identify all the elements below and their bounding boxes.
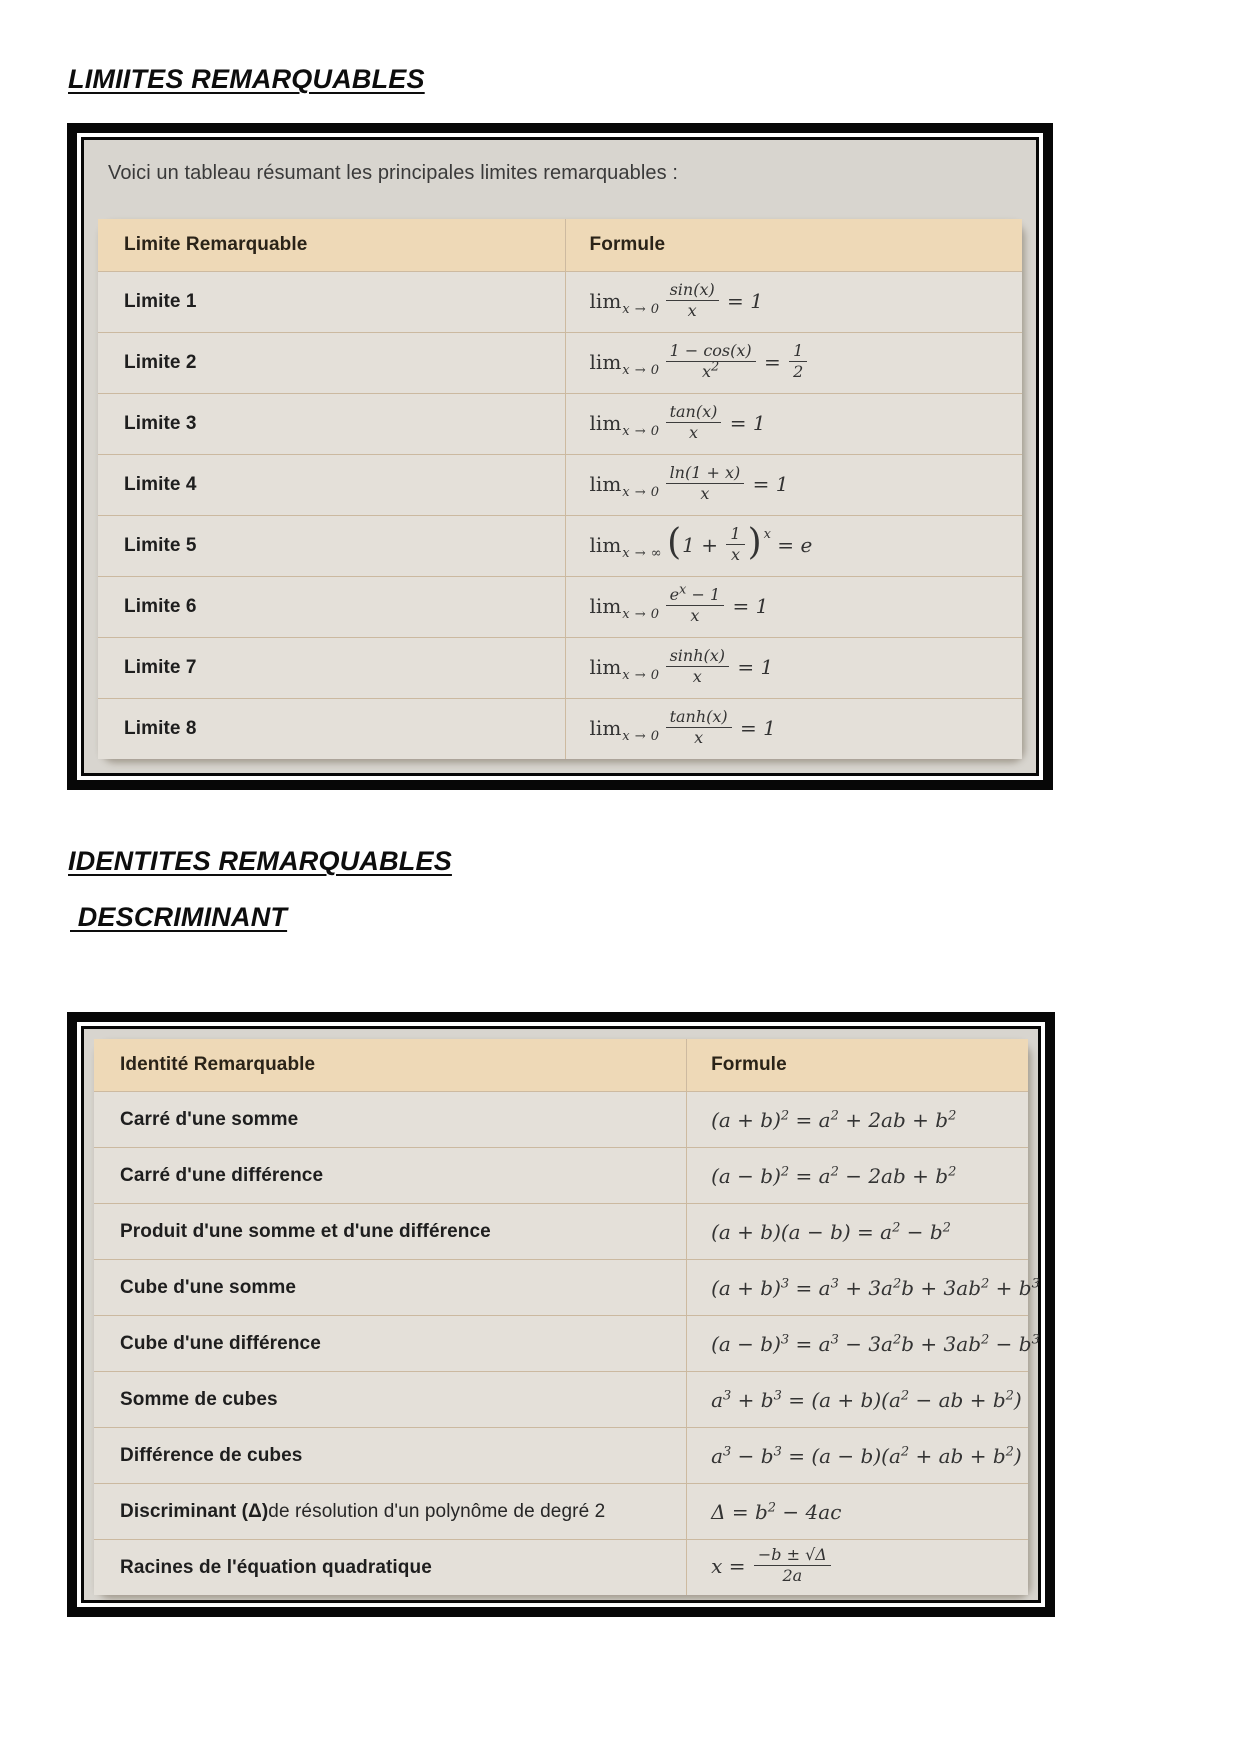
superscript: 2 xyxy=(780,1163,790,1179)
limit-formula: $\lim_{x \to 0}$ $\frac{\sinh(x)}{x}$ = 1 xyxy=(589,645,774,686)
column-header-label: Limite Remarquable xyxy=(124,234,308,255)
superscript: 2 xyxy=(892,1219,901,1235)
identity-formula: x = $\frac{-b \pm √\Delta}{2a}$ xyxy=(711,1548,833,1587)
row-formula-cell xyxy=(687,1428,1028,1483)
limit-name: Limite 8 xyxy=(124,718,197,739)
limit-formula: $\lim_{x \to \infty} (1$ + $\frac{1}{x}$ ) $^x$ = e xyxy=(589,522,813,564)
identity-formula: $(a + b)^3 = a^3 + 3a^2b + 3ab^2 + b^3$ xyxy=(711,1275,1040,1300)
table-row xyxy=(98,454,1022,515)
superscript: 2 xyxy=(948,1107,957,1123)
identities-table-body xyxy=(94,1092,1040,1595)
identities-column-header-formule xyxy=(687,1039,1028,1091)
superscript: 2 xyxy=(892,1331,902,1347)
superscript: 3 xyxy=(773,1443,782,1459)
lim-operator: lim xyxy=(589,532,622,557)
identity-name: Cube d'une somme xyxy=(120,1276,297,1298)
lim-operator: lim xyxy=(589,288,622,313)
fraction xyxy=(666,582,725,625)
superscript: 2 xyxy=(981,1275,990,1291)
limit-name: Limite 6 xyxy=(124,596,197,617)
fraction-denominator: x xyxy=(688,422,698,442)
lim-subscript: x → 0 xyxy=(622,484,660,500)
row-formula-cell xyxy=(687,1148,1028,1203)
superscript: 3 xyxy=(830,1331,839,1347)
lim-operator: lim xyxy=(589,715,622,740)
table-row xyxy=(94,1427,1028,1483)
fraction-numerator: −b ± √Δ xyxy=(754,1546,831,1566)
identity-name: Carré d'une différence xyxy=(120,1164,324,1186)
identity-formula: $\Delta = b^2 - 4ac$ xyxy=(711,1499,842,1524)
lim-operator: lim xyxy=(589,654,622,679)
row-label-cell xyxy=(94,1540,687,1595)
superscript: 3 xyxy=(1031,1331,1040,1347)
table-row xyxy=(98,576,1022,637)
limit-formula: $\lim_{x \to 0}$ $\frac{\ln(1 + x)}{x}$ = 1 xyxy=(589,462,789,503)
identity-name: Discriminant (Δ) xyxy=(120,1500,269,1522)
row-formula-cell xyxy=(687,1092,1028,1147)
superscript: 2 xyxy=(942,1219,951,1235)
superscript: 2 xyxy=(767,1499,777,1515)
identity-name: Cube d'une différence xyxy=(120,1332,321,1354)
fraction xyxy=(666,647,729,686)
identities-column-header-identite xyxy=(94,1039,687,1091)
fraction-denominator: $x^2$ xyxy=(701,359,720,381)
row-label-cell xyxy=(98,333,566,393)
table-row xyxy=(94,1539,1028,1595)
fraction xyxy=(666,403,722,442)
table-row xyxy=(94,1371,1028,1427)
table-row xyxy=(98,515,1022,576)
row-label-cell xyxy=(94,1484,687,1539)
limit-name: Limite 2 xyxy=(124,352,197,373)
row-label-cell xyxy=(98,272,566,332)
row-formula-cell xyxy=(566,394,1022,454)
identities-panel xyxy=(81,1026,1041,1603)
fraction-denominator: x xyxy=(690,605,700,625)
table-row xyxy=(98,393,1022,454)
limit-name: Limite 3 xyxy=(124,413,197,434)
row-formula-cell xyxy=(566,455,1022,515)
superscript: 3 xyxy=(773,1387,782,1403)
heading-descriminant: DESCRIMINANT xyxy=(70,902,288,932)
fraction xyxy=(726,525,744,564)
lim-operator: lim xyxy=(589,593,622,618)
limit-name: Limite 7 xyxy=(124,657,197,678)
table-row xyxy=(94,1483,1028,1539)
superscript: 3 xyxy=(830,1275,839,1291)
fraction xyxy=(666,464,745,503)
superscript: 2 xyxy=(1005,1387,1014,1403)
fraction xyxy=(666,281,719,320)
superscript: 2 xyxy=(981,1331,990,1347)
row-label-cell xyxy=(98,455,566,515)
superscript: 2 xyxy=(948,1163,957,1179)
fraction xyxy=(789,342,807,381)
fraction-numerator: 1 − cos(x) xyxy=(666,342,756,362)
superscript: 2 xyxy=(710,359,720,375)
limits-screenshot-frame xyxy=(67,123,1053,790)
row-label-cell xyxy=(94,1316,687,1371)
lim-operator: lim xyxy=(589,471,622,496)
lim-subscript: x → 0 xyxy=(622,606,660,622)
row-label-cell xyxy=(94,1428,687,1483)
superscript: 2 xyxy=(830,1163,839,1179)
fraction-numerator: ln(1 + x) xyxy=(666,464,745,484)
identity-name: Produit d'une somme et d'une différence xyxy=(120,1220,491,1242)
identities-table xyxy=(94,1039,1040,1595)
row-label-cell xyxy=(98,638,566,698)
fraction-denominator: x xyxy=(700,483,710,503)
table-row xyxy=(94,1203,1028,1259)
fraction-numerator: tan(x) xyxy=(666,403,722,423)
row-formula-cell xyxy=(687,1204,1028,1259)
column-header-label: Formule xyxy=(711,1054,787,1075)
table-row xyxy=(94,1315,1040,1371)
column-header-label: Identité Remarquable xyxy=(120,1054,316,1075)
identity-formula: $a^3 + b^3 = (a + b)(a^2$ − ab + $b^2$) xyxy=(711,1387,1022,1412)
lim-subscript: x → ∞ xyxy=(622,545,663,561)
superscript: 3 xyxy=(780,1275,790,1291)
fraction xyxy=(666,342,756,381)
limit-formula: $\lim_{x \to 0}$ $\frac{\tanh(x)}{x}$ = 1 xyxy=(589,706,776,747)
row-formula-cell xyxy=(687,1540,1028,1595)
table-row xyxy=(98,637,1022,698)
close-paren-icon: ) xyxy=(747,522,762,563)
limits-table xyxy=(98,219,1022,759)
fraction-denominator: x xyxy=(694,727,704,747)
row-label-cell xyxy=(98,516,566,576)
superscript: 2 xyxy=(892,1275,902,1291)
identities-screenshot-frame xyxy=(67,1012,1055,1617)
row-label-cell xyxy=(94,1148,687,1203)
identity-name: Différence de cubes xyxy=(120,1444,303,1466)
limit-formula: $\lim_{x \to 0}$ $\frac{e^x - 1}{x}$ = 1 xyxy=(589,582,769,625)
identity-formula: $(a + b)(a - b) = a^2 - b^2$ xyxy=(711,1219,951,1244)
heading-identites-remarquables: IDENTITES REMARQUABLES xyxy=(68,846,452,876)
lim-subscript: x → 0 xyxy=(622,362,660,378)
identity-name: Carré d'une somme xyxy=(120,1108,299,1130)
row-formula-cell xyxy=(566,516,1022,576)
limits-column-header-formule xyxy=(566,219,1022,271)
limit-formula: $\lim_{x \to 0}$ $\frac{\tan(x)}{x}$ = 1 xyxy=(589,401,766,442)
superscript: 3 xyxy=(723,1443,732,1459)
identity-name: Racines de l'équation quadratique xyxy=(120,1556,432,1578)
fraction-denominator: x xyxy=(692,666,702,686)
limit-name: Limite 1 xyxy=(124,291,197,312)
table-row xyxy=(98,332,1022,393)
identity-formula: $a^3 - b^3 = (a - b)(a^2$ + ab + $b^2$) xyxy=(711,1443,1022,1468)
lim-subscript: x → 0 xyxy=(622,423,660,439)
row-formula-cell xyxy=(566,699,1022,759)
row-label-cell xyxy=(94,1092,687,1147)
table-row xyxy=(98,698,1022,759)
fraction-numerator: sin(x) xyxy=(666,281,719,301)
identity-name-suffix: de résolution d'un polynôme de degré 2 xyxy=(268,1500,606,1522)
lim-subscript: x → 0 xyxy=(622,667,660,683)
fraction-numerator: sinh(x) xyxy=(666,647,729,667)
table-row xyxy=(94,1092,1028,1147)
heading-limites-remarquables: LIMIITES REMARQUABLES xyxy=(68,64,425,94)
limits-table-header-row xyxy=(98,219,1022,272)
superscript: 3 xyxy=(780,1331,790,1347)
superscript: 2 xyxy=(1005,1443,1014,1459)
row-formula-cell xyxy=(687,1484,1028,1539)
fraction xyxy=(754,1546,831,1585)
fraction-denominator: 2 xyxy=(793,361,804,381)
fraction-numerator: $e^x - 1$ xyxy=(666,586,725,606)
row-formula-cell xyxy=(566,333,1022,393)
fraction-numerator: tanh(x) xyxy=(666,708,732,728)
table-row xyxy=(98,272,1022,332)
fraction-numerator: 1 xyxy=(789,342,807,362)
identity-formula: $(a - b)^2 = a^2 - 2ab + b^2$ xyxy=(711,1163,957,1188)
row-formula-cell xyxy=(687,1316,1040,1371)
row-label-cell xyxy=(98,394,566,454)
lim-operator: lim xyxy=(589,410,622,435)
limit-formula: $\lim_{x \to 0}$ $\frac{1 - \cos(x)}{x^2}$ = $\frac{1}{2}$ xyxy=(590,344,810,383)
fraction xyxy=(666,708,732,747)
row-formula-cell xyxy=(687,1372,1028,1427)
row-label-cell xyxy=(98,577,566,637)
identity-name: Somme de cubes xyxy=(120,1388,278,1410)
limits-table-body xyxy=(98,272,1022,759)
column-header-label: Formule xyxy=(589,234,666,255)
open-paren-icon: ( xyxy=(667,522,682,563)
limits-column-header-limite xyxy=(98,219,566,271)
identity-formula: $(a + b)^2 = a^2 + 2ab + b^2$ xyxy=(711,1107,957,1132)
limits-intro-text: Voici un tableau résumant les principales limites remarquables : xyxy=(108,162,679,184)
superscript: 2 xyxy=(780,1107,790,1123)
limits-panel xyxy=(81,137,1039,776)
fraction-denominator: 2a xyxy=(782,1566,803,1585)
identity-formula: $(a - b)^3 = a^3 - 3a^2b + 3ab^2 - b^3$ xyxy=(711,1331,1040,1356)
table-row xyxy=(94,1259,1040,1315)
superscript: 3 xyxy=(1031,1275,1040,1291)
row-label-cell xyxy=(94,1204,687,1259)
lim-subscript: x → 0 xyxy=(622,728,660,744)
lim-operator: lim xyxy=(589,349,622,374)
superscript: 2 xyxy=(830,1107,839,1123)
limit-name: Limite 4 xyxy=(124,474,197,495)
superscript: 3 xyxy=(723,1387,732,1403)
fraction-numerator: 1 xyxy=(726,525,744,545)
superscript: 2 xyxy=(900,1443,910,1459)
limit-formula: $\lim_{x \to 0}$ $\frac{\sin(x)}{x}$ = 1 xyxy=(589,279,763,320)
row-formula-cell xyxy=(566,577,1022,637)
lim-subscript: x → 0 xyxy=(622,301,660,317)
row-formula-cell xyxy=(687,1260,1040,1315)
limit-name: Limite 5 xyxy=(124,535,197,556)
table-row xyxy=(94,1147,1028,1203)
row-formula-cell xyxy=(566,638,1022,698)
fraction-denominator: x xyxy=(730,544,740,564)
row-label-cell xyxy=(98,699,566,759)
row-label-cell xyxy=(94,1372,687,1427)
superscript: 2 xyxy=(900,1387,910,1403)
row-label-cell xyxy=(94,1260,687,1315)
identities-table-header-row xyxy=(94,1039,1028,1092)
row-formula-cell xyxy=(566,272,1022,332)
superscript: x xyxy=(679,582,687,598)
paren-exponent: x xyxy=(763,526,771,542)
fraction-denominator: x xyxy=(687,300,697,320)
